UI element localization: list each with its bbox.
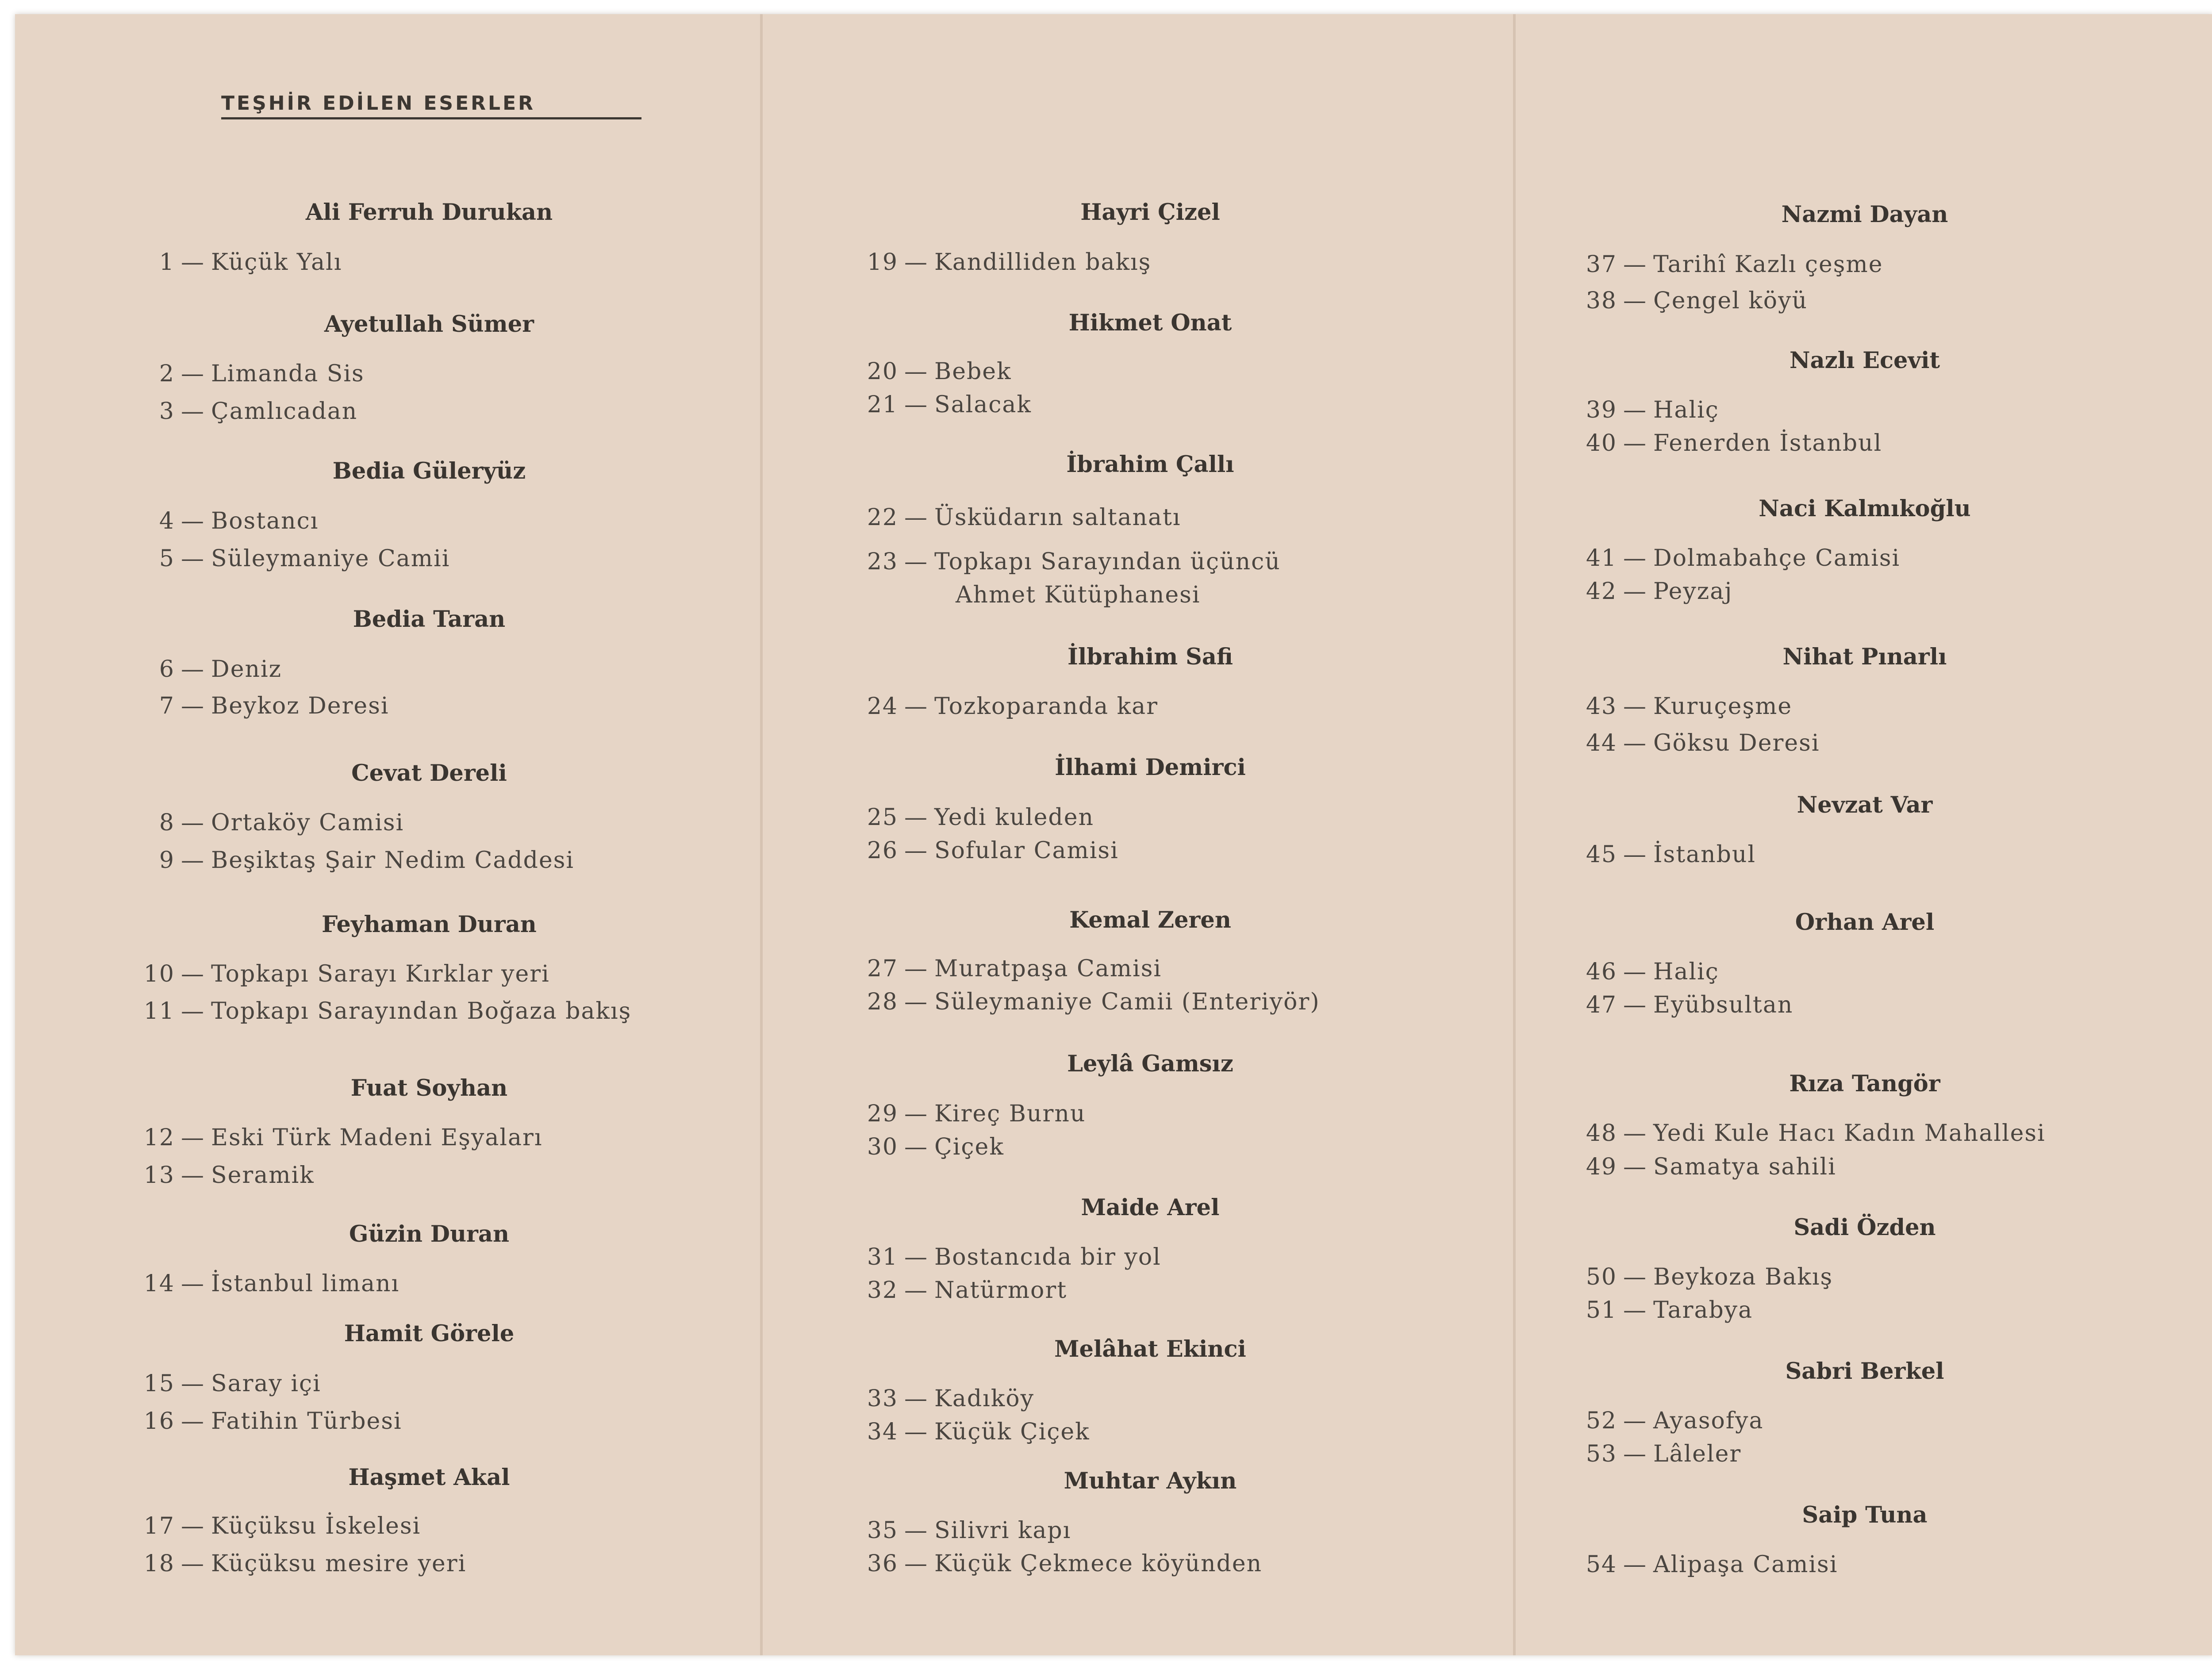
artwork-number: 51 <box>1586 1297 1617 1324</box>
artwork-number: 44 <box>1586 730 1617 756</box>
dash-separator: — <box>1623 578 1647 605</box>
artwork-title: Bebek <box>934 358 1012 385</box>
artwork-number: 9 <box>159 847 175 874</box>
artwork-entry <box>858 249 1151 276</box>
artwork-number: 12 <box>143 1124 175 1151</box>
artwork-title: Küçük Yalı <box>211 249 342 276</box>
artist-name-orhan-arel: Orhan Arel <box>1795 909 1935 936</box>
artwork-title: İstanbul limanı <box>211 1270 400 1297</box>
artwork-number: 33 <box>867 1385 898 1412</box>
artwork-entry <box>135 361 365 387</box>
artwork-title: Salacak <box>934 391 1032 418</box>
artist-name-feyhaman-duran: Feyhaman Duran <box>322 911 537 938</box>
dash-separator: — <box>1623 693 1647 720</box>
dash-separator: — <box>181 847 205 874</box>
artwork-number: 28 <box>867 989 898 1015</box>
artwork-entry <box>1577 430 1882 457</box>
artwork-number: 13 <box>143 1162 175 1189</box>
artwork-entry <box>858 504 1181 531</box>
artwork-entry <box>135 1270 399 1297</box>
artist-name-leyla-gamsiz: Leylâ Gamsız <box>1067 1051 1233 1077</box>
artwork-entry <box>858 1244 1161 1270</box>
artwork-number: 24 <box>867 693 898 720</box>
artist-name-riza-tangor: Rıza Tangör <box>1789 1070 1940 1097</box>
fold-line-right <box>1513 14 1516 1655</box>
artwork-number: 4 <box>159 508 175 534</box>
artist-name-nazli-ecevit: Nazlı Ecevit <box>1789 347 1940 374</box>
dash-separator: — <box>181 1370 205 1397</box>
artwork-title: Alipaşa Camisi <box>1653 1551 1838 1578</box>
fold-line-left <box>760 14 763 1655</box>
artwork-entry <box>135 998 631 1024</box>
artwork-number: 19 <box>867 249 898 276</box>
dash-separator: — <box>904 804 928 831</box>
dash-separator: — <box>181 1270 205 1297</box>
dash-separator: — <box>904 549 928 575</box>
artwork-entry <box>1577 693 1792 720</box>
artwork-number: 27 <box>867 955 898 982</box>
artwork-title: Çamlıcadan <box>211 398 358 425</box>
dash-separator: — <box>181 398 205 425</box>
dash-separator: — <box>904 1101 928 1127</box>
dash-separator: — <box>904 1419 928 1445</box>
artwork-entry <box>858 1385 1034 1412</box>
dash-separator: — <box>181 1408 205 1435</box>
artist-name-melahat-ekinci: Melâhat Ekinci <box>1054 1336 1246 1362</box>
artwork-title: Yedi Kule Hacı Kadın Mahallesi <box>1653 1120 2046 1147</box>
artwork-entry <box>1577 251 1883 278</box>
artist-name-saip-tuna: Saip Tuna <box>1802 1502 1928 1528</box>
artwork-entry <box>135 961 550 987</box>
artist-name-i-lbrahim-safi: İlbrahim Safi <box>1068 644 1233 670</box>
artwork-title-continued: Ahmet Kütüphanesi <box>956 582 1201 608</box>
artwork-number: 49 <box>1586 1154 1617 1180</box>
artwork-title: Muratpaşa Camisi <box>934 955 1162 982</box>
dash-separator: — <box>904 837 928 864</box>
dash-separator: — <box>181 810 205 836</box>
artist-name-cevat-dereli: Cevat Dereli <box>351 760 507 787</box>
artwork-title: Tarabya <box>1653 1297 1753 1324</box>
artist-name-nevzat-var: Nevzat Var <box>1797 792 1933 818</box>
artwork-number: 11 <box>143 998 175 1024</box>
artwork-number: 32 <box>867 1277 898 1304</box>
dash-separator: — <box>1623 397 1647 423</box>
dash-separator: — <box>1623 251 1647 278</box>
artist-name-naci-kalmikoglu: Naci Kalmıkoğlu <box>1759 495 1971 522</box>
artwork-entry <box>135 693 389 719</box>
artwork-entry <box>135 847 574 874</box>
artist-name-ayetullah-sumer: Ayetullah Sümer <box>324 311 534 338</box>
artwork-entry <box>858 358 1012 385</box>
artist-name-hayri-cizel: Hayri Çizel <box>1080 199 1220 226</box>
artwork-title: Natürmort <box>934 1277 1068 1304</box>
artist-name-hasmet-akal: Haşmet Akal <box>348 1464 510 1491</box>
artwork-entry <box>858 1517 1071 1544</box>
artwork-entry <box>135 1370 321 1397</box>
artwork-entry <box>1577 959 1719 985</box>
dash-separator: — <box>181 545 205 572</box>
artwork-number: 10 <box>143 961 175 987</box>
artwork-number: 6 <box>159 656 175 683</box>
artwork-title: Haliç <box>1653 397 1719 423</box>
artwork-number: 3 <box>159 398 175 425</box>
dash-separator: — <box>1623 730 1647 756</box>
artwork-entry <box>1577 1441 1741 1467</box>
artwork-entry <box>135 1124 543 1151</box>
artist-name-bedia-guleryuz: Bedia Güleryüz <box>332 458 526 484</box>
artwork-number: 48 <box>1586 1120 1617 1147</box>
artwork-number: 18 <box>143 1550 175 1577</box>
artwork-entry <box>1577 397 1719 423</box>
artwork-entry <box>135 810 404 836</box>
artwork-number: 50 <box>1586 1264 1617 1290</box>
artist-name-i-brahim-calli: İbrahim Çallı <box>1066 451 1234 478</box>
dash-separator: — <box>904 1244 928 1270</box>
artwork-entry <box>1577 841 1756 868</box>
dash-separator: — <box>904 1385 928 1412</box>
dash-separator: — <box>1623 992 1647 1018</box>
artwork-number: 41 <box>1586 545 1617 572</box>
artwork-entry <box>858 1277 1067 1304</box>
page-title: TEŞHİR EDİLEN ESERLER <box>221 92 641 119</box>
artwork-entry <box>1577 1297 1753 1324</box>
artwork-entry <box>135 545 450 572</box>
artwork-title: Tozkoparanda kar <box>934 693 1158 720</box>
dash-separator: — <box>904 249 928 276</box>
artwork-title: Beşiktaş Şair Nedim Caddesi <box>211 847 575 874</box>
artwork-entry <box>858 1134 1004 1160</box>
artwork-title: Eski Türk Madeni Eşyaları <box>211 1124 543 1151</box>
artwork-entry <box>135 249 342 276</box>
artist-name-i-lhami-demirci: İlhami Demirci <box>1055 754 1246 781</box>
artwork-title: Lâleler <box>1653 1441 1742 1467</box>
artwork-title: Sofular Camisi <box>934 837 1119 864</box>
artist-name-ali-ferruh-durukan: Ali Ferruh Durukan <box>305 199 553 226</box>
artwork-number: 38 <box>1586 288 1617 314</box>
artwork-number: 8 <box>159 810 175 836</box>
dash-separator: — <box>904 358 928 385</box>
artist-name-hamit-gorele: Hamit Görele <box>344 1320 515 1347</box>
dash-separator: — <box>904 955 928 982</box>
artwork-entry <box>135 1513 421 1539</box>
artwork-number: 46 <box>1586 959 1617 985</box>
artwork-number: 22 <box>867 504 898 531</box>
artwork-title: Süleymaniye Camii (Enteriyör) <box>934 989 1320 1015</box>
artwork-entry <box>135 508 319 534</box>
dash-separator: — <box>1623 1264 1647 1290</box>
artwork-number: 25 <box>867 804 898 831</box>
dash-separator: — <box>904 1550 928 1577</box>
artwork-title: Beykoz Deresi <box>211 693 389 719</box>
artwork-number: 43 <box>1586 693 1617 720</box>
artwork-number: 30 <box>867 1134 898 1160</box>
artwork-entry <box>1577 1551 1838 1578</box>
artwork-number: 37 <box>1586 251 1617 278</box>
artwork-number: 7 <box>159 693 175 719</box>
artist-name-sabri-berkel: Sabri Berkel <box>1785 1358 1944 1385</box>
artwork-number: 53 <box>1586 1441 1617 1467</box>
artwork-title: Beykoza Bakış <box>1653 1264 1833 1290</box>
artwork-title: Kuruçeşme <box>1653 693 1793 720</box>
artwork-entry <box>1577 1120 2046 1147</box>
dash-separator: — <box>1623 1551 1647 1578</box>
artwork-number: 17 <box>143 1513 175 1539</box>
artwork-title: Silivri kapı <box>934 1517 1071 1544</box>
dash-separator: — <box>1623 288 1647 314</box>
dash-separator: — <box>904 391 928 418</box>
artwork-entry <box>858 693 1158 720</box>
artwork-entry <box>135 1408 402 1435</box>
artwork-number: 2 <box>159 361 175 387</box>
artwork-title: Ayasofya <box>1653 1408 1764 1434</box>
artwork-title: Kireç Burnu <box>934 1101 1086 1127</box>
dash-separator: — <box>181 1513 205 1539</box>
artwork-number: 35 <box>867 1517 898 1544</box>
dash-separator: — <box>1623 1297 1647 1324</box>
dash-separator: — <box>181 656 205 683</box>
artwork-entry <box>1577 1408 1763 1434</box>
artwork-title: Yedi kuleden <box>934 804 1094 831</box>
artwork-title: Fenerden İstanbul <box>1653 430 1882 457</box>
artwork-number: 47 <box>1586 992 1617 1018</box>
dash-separator: — <box>1623 430 1647 457</box>
artwork-entry <box>1577 730 1820 756</box>
dash-separator: — <box>904 504 928 531</box>
artwork-title: Bostancıda bir yol <box>934 1244 1161 1270</box>
artwork-number: 45 <box>1586 841 1617 868</box>
artwork-entry <box>1577 288 1808 314</box>
artwork-entry <box>1577 1154 1836 1180</box>
artwork-number: 5 <box>159 545 175 572</box>
artwork-title: Küçük Çekmece köyünden <box>934 1550 1263 1577</box>
artwork-entry <box>1577 578 1732 605</box>
artwork-entry <box>858 837 1119 864</box>
artwork-entry <box>135 398 357 425</box>
artist-name-maide-arel: Maide Arel <box>1081 1194 1220 1221</box>
artwork-title: Kadıköy <box>934 1385 1034 1412</box>
artwork-entry <box>135 1162 315 1189</box>
dash-separator: — <box>1623 1154 1647 1180</box>
artist-name-guzin-duran: Güzin Duran <box>349 1221 510 1247</box>
artwork-title: Deniz <box>211 656 282 683</box>
dash-separator: — <box>904 1134 928 1160</box>
dash-separator: — <box>181 998 205 1024</box>
artwork-number: 1 <box>159 249 175 276</box>
dash-separator: — <box>904 1517 928 1544</box>
artwork-number: 29 <box>867 1101 898 1127</box>
artwork-number: 23 <box>867 549 898 575</box>
dash-separator: — <box>181 1124 205 1151</box>
dash-separator: — <box>1623 959 1647 985</box>
dash-separator: — <box>1623 1120 1647 1147</box>
artwork-number: 15 <box>143 1370 175 1397</box>
artwork-entry <box>858 549 1281 575</box>
artist-name-muhtar-aykin: Muhtar Aykın <box>1064 1468 1237 1494</box>
artwork-number: 16 <box>143 1408 175 1435</box>
artist-name-fuat-soyhan: Fuat Soyhan <box>350 1075 508 1101</box>
dash-separator: — <box>181 1550 205 1577</box>
artwork-number: 52 <box>1586 1408 1617 1434</box>
artwork-title: Seramik <box>211 1162 315 1189</box>
artwork-title: Çengel köyü <box>1653 288 1808 314</box>
artwork-entry <box>858 955 1162 982</box>
dash-separator: — <box>904 1277 928 1304</box>
artwork-number: 26 <box>867 837 898 864</box>
artist-name-hikmet-onat: Hikmet Onat <box>1068 310 1232 336</box>
artwork-number: 40 <box>1586 430 1617 457</box>
artwork-title: Haliç <box>1653 959 1719 985</box>
artwork-number: 20 <box>867 358 898 385</box>
artwork-entry <box>1577 545 1900 572</box>
artwork-entry <box>858 1550 1262 1577</box>
dash-separator: — <box>181 361 205 387</box>
artist-name-sadi-ozden: Sadi Özden <box>1793 1214 1936 1241</box>
artwork-title: Dolmabahçe Camisi <box>1653 545 1901 572</box>
artwork-entry <box>858 1419 1090 1445</box>
artwork-title: Bostancı <box>211 508 319 534</box>
artwork-title: Limanda Sis <box>211 361 365 387</box>
dash-separator: — <box>1623 545 1647 572</box>
artwork-number: 42 <box>1586 578 1617 605</box>
artwork-title: Fatihin Türbesi <box>211 1408 402 1435</box>
artwork-title: Süleymaniye Camii <box>211 545 450 572</box>
artwork-title: Peyzaj <box>1653 578 1733 605</box>
artwork-title: Küçük Çiçek <box>934 1419 1090 1445</box>
dash-separator: — <box>181 249 205 276</box>
dash-separator: — <box>181 961 205 987</box>
artwork-title: Ortaköy Camisi <box>211 810 404 836</box>
artwork-entry <box>135 1550 466 1577</box>
dash-separator: — <box>1623 841 1647 868</box>
artwork-title: Topkapı Sarayından üçüncü <box>934 549 1281 575</box>
artwork-entry <box>135 656 282 683</box>
artwork-entry <box>858 391 1032 418</box>
artwork-entry <box>858 804 1094 831</box>
artwork-title: Eyübsultan <box>1653 992 1793 1018</box>
artwork-number: 14 <box>143 1270 175 1297</box>
artwork-title: Samatya sahili <box>1653 1154 1836 1180</box>
dash-separator: — <box>904 989 928 1015</box>
artwork-title: Küçüksu İskelesi <box>211 1513 421 1539</box>
artwork-title: Saray içi <box>211 1370 321 1397</box>
artwork-title: Tarihî Kazlı çeşme <box>1653 251 1883 278</box>
artwork-entry <box>858 1101 1086 1127</box>
artist-name-kemal-zeren: Kemal Zeren <box>1069 907 1231 933</box>
artwork-number: 21 <box>867 391 898 418</box>
artist-name-nihat-pinarli: Nihat Pınarlı <box>1782 644 1947 670</box>
artwork-title: Çiçek <box>934 1134 1004 1160</box>
dash-separator: — <box>1623 1441 1647 1467</box>
artwork-title: Kandilliden bakış <box>934 249 1152 276</box>
dash-separator: — <box>904 693 928 720</box>
artwork-number: 39 <box>1586 397 1617 423</box>
artwork-title: Topkapı Sarayından Boğaza bakış <box>211 998 632 1024</box>
artwork-title: Küçüksu mesire yeri <box>211 1550 467 1577</box>
artwork-title: İstanbul <box>1653 841 1756 868</box>
artwork-title: Üsküdarın saltanatı <box>934 504 1181 531</box>
dash-separator: — <box>181 1162 205 1189</box>
artist-name-bedia-taran: Bedia Taran <box>353 606 506 633</box>
dash-separator: — <box>181 508 205 534</box>
artwork-number: 54 <box>1586 1551 1617 1578</box>
artwork-number: 31 <box>867 1244 898 1270</box>
dash-separator: — <box>181 693 205 719</box>
dash-separator: — <box>1623 1408 1647 1434</box>
artist-name-nazmi-dayan: Nazmi Dayan <box>1781 201 1948 228</box>
artwork-entry <box>858 989 1320 1015</box>
artwork-title: Göksu Deresi <box>1653 730 1820 756</box>
artwork-entry <box>1577 1264 1833 1290</box>
artwork-number: 36 <box>867 1550 898 1577</box>
artwork-title: Topkapı Sarayı Kırklar yeri <box>211 961 550 987</box>
artwork-entry <box>1577 992 1793 1018</box>
artwork-number: 34 <box>867 1419 898 1445</box>
